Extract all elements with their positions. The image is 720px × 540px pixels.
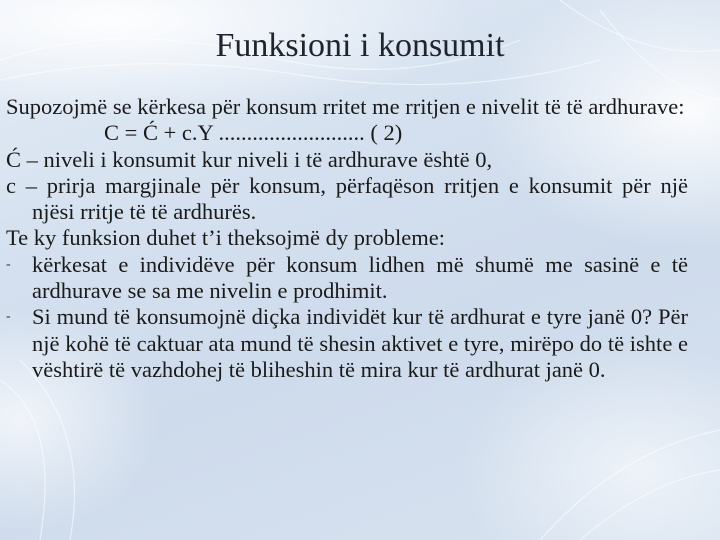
marginal-propensity-definition: c – prirja margjinale për konsum, përfaqëson rritjen e konsumit për një njësi rritje të të ardhurës. [6, 172, 688, 225]
autonomous-consumption-definition: Ć – niveli i konsumit kur niveli i të ardhurave është 0, [6, 146, 493, 172]
problems-intro: Te ky funksion duhet t’i theksojmë dy probleme: [6, 225, 445, 251]
bullet-text: kërkesat e individëve për konsum lidhen më shumë me sasinë e të ardhurave se sa me nivelin e prodhimit. [32, 251, 688, 304]
consumption-formula: C = Ć + c.Y .......................... ( 2) [104, 120, 403, 146]
bullet-item [6, 252, 688, 305]
slide-body [6, 94, 688, 383]
page-title: Funksioni i konsumit [215, 27, 505, 64]
bullet-dash-icon: - [6, 256, 11, 272]
bullet-item [6, 304, 688, 383]
intro-text: Supozojmë se kërkesa për konsum rritet me rritjen e nivelit të të ardhurave: [6, 94, 685, 119]
bullet-dash-icon: - [6, 309, 11, 325]
bullet-text: Si mund të konsumojnë diçka individët kur të ardhurat e tyre janë 0? Për një kohë të caktuar ata mund të shesin aktivet e tyre, mirëpo do të ishte e vështirë të vazhdohej të bliheshin të mira kur të ardhurat janë 0. [32, 304, 688, 382]
